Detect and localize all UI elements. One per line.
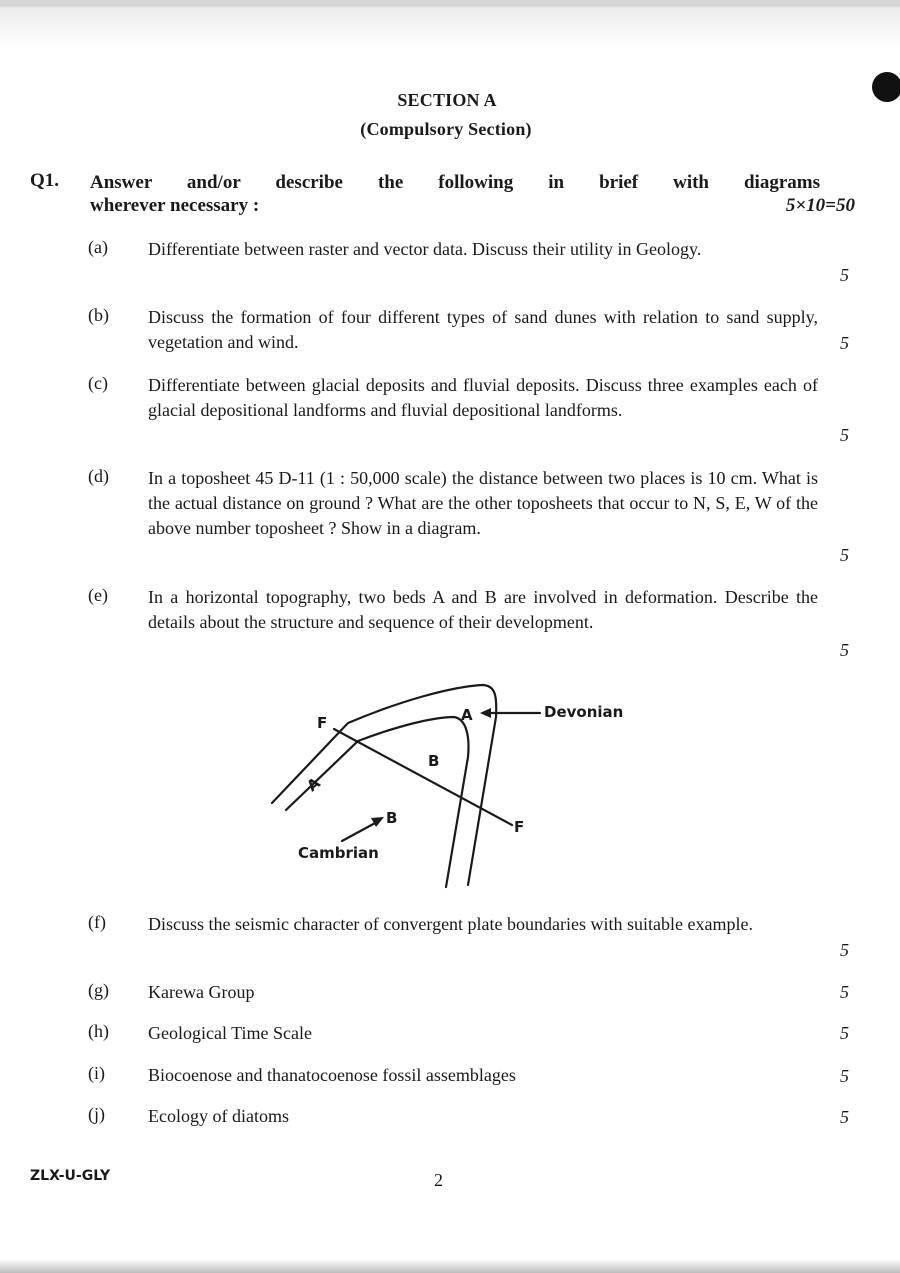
cambrian-arrowhead [371,817,384,827]
item-label-h: (h) [88,1021,109,1041]
question-instruction-line1: Answer and/or describe the following in brief with diagrams [90,172,820,193]
label-bed-b-inner: B [428,752,440,770]
item-text-i: Biocoenose and thanatocoenose fossil assemblages [148,1065,516,1085]
item-text-g: Karewa Group [148,982,255,1002]
item-marks-b: 5 [840,333,849,353]
question-total-marks: 5×10=50 [785,195,855,216]
item-text-d: In a toposheet 45 D-11 (1 : 50,000 scale) the distance between two places is 10 cm. What is the actual distance on ground ? What are the other toposheets that occur to N, S, E, W of the above number toposheet ? Show in a diagram. [148,468,818,538]
item-text-j: Ecology of diatoms [148,1106,289,1126]
question-instruction-line2: wherever necessary : [90,195,260,216]
devonian-arrowhead [480,708,491,718]
label-fault-bottom: F [514,818,525,836]
item-label-b: (b) [88,305,109,325]
item-marks-i: 5 [840,1066,849,1086]
item-label-j: (j) [88,1104,105,1124]
paper-code: ZLX-U-GLY [30,1168,111,1184]
section-title: SECTION A [397,90,497,110]
item-marks-d: 5 [840,545,849,565]
page-number: 2 [434,1170,443,1190]
item-label-a: (a) [88,237,108,257]
item-marks-f: 5 [840,940,849,960]
item-label-d: (d) [88,466,109,486]
item-label-c: (c) [88,373,108,393]
label-bed-a-left: A [303,773,324,796]
scan-shadow-bottom [0,1259,900,1273]
label-cambrian: Cambrian [298,844,379,862]
item-label-e: (e) [88,585,108,605]
item-text-e: In a horizontal topography, two beds A and B are involved in deformation. Describe the details about the structure and sequence of their development. [148,587,818,632]
item-marks-g: 5 [840,982,849,1002]
item-label-i: (i) [88,1063,105,1083]
item-marks-e: 5 [840,640,849,660]
label-devonian: Devonian [544,703,624,721]
label-bed-b-arrow: B [386,809,398,827]
scan-shadow-top [0,0,900,50]
item-label-g: (g) [88,980,109,1000]
item-text-f: Discuss the seismic character of convergent plate boundaries with suitable example. [148,914,753,934]
item-label-f: (f) [88,912,106,932]
fold-fault-diagram [250,665,650,895]
item-text-b: Discuss the formation of four different types of sand dunes with relation to sand supply, vegetation and wind. [148,307,818,352]
item-text-a: Differentiate between raster and vector data. Discuss their utility in Geology. [148,239,702,259]
label-fault-top: F [317,714,328,732]
item-text-h: Geological Time Scale [148,1023,312,1043]
item-text-c: Differentiate between glacial deposits and fluvial deposits. Discuss three examples each of glacial depositional landforms and fluvial depositional landforms. [148,375,818,420]
cambrian-arrow-shaft [342,822,377,841]
item-marks-h: 5 [840,1023,849,1043]
section-subtitle: (Compulsory Section) [360,119,532,139]
item-marks-j: 5 [840,1107,849,1127]
item-marks-c: 5 [840,425,849,445]
item-marks-a: 5 [840,265,849,285]
question-number: Q1. [30,170,60,191]
label-bed-a-top: A [461,706,473,724]
